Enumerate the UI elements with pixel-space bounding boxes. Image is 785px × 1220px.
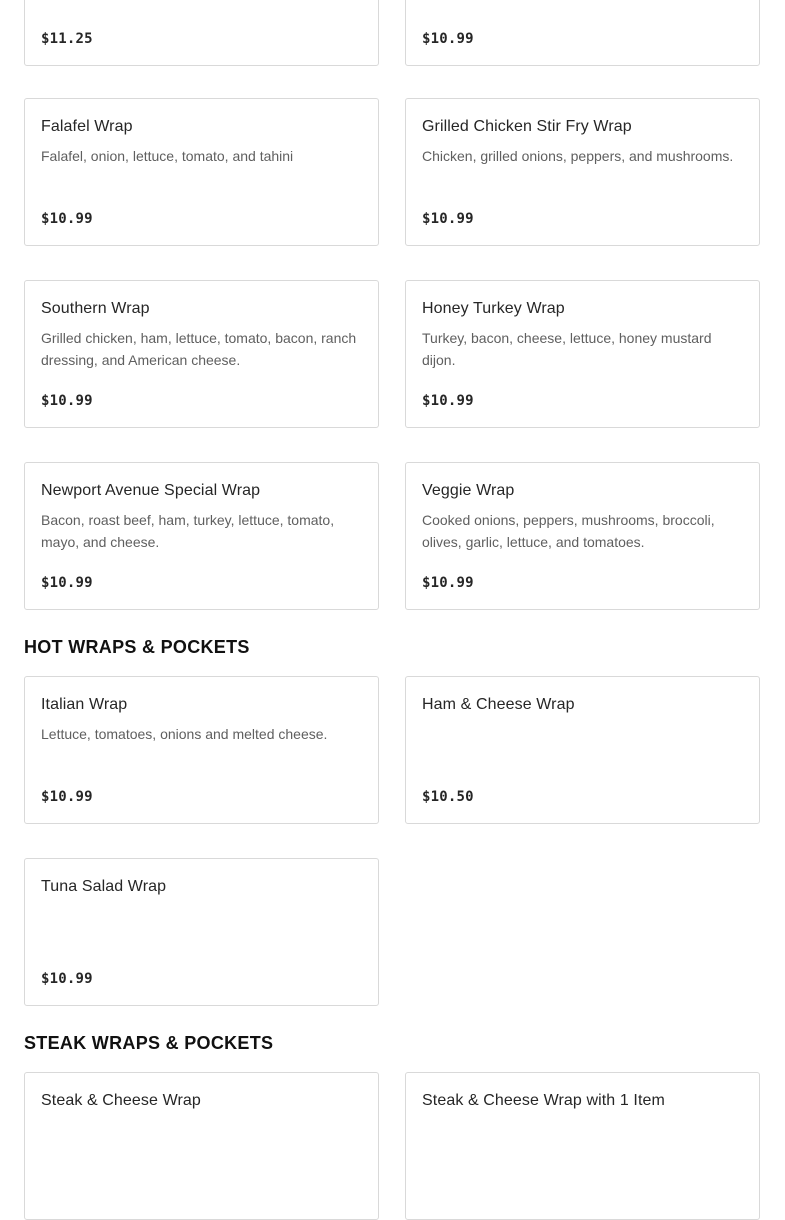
menu-item-card[interactable] [405,1072,760,1220]
item-price: $10.50 [422,789,474,805]
menu-item-card[interactable] [24,1072,379,1220]
item-name: Italian Wrap [41,696,128,713]
item-name: Ham & Cheese Wrap [422,696,575,713]
section-title-steak-wraps: STEAK WRAPS & POCKETS [24,1033,274,1053]
item-price: $10.99 [422,393,474,409]
item-description: Grilled chicken, ham, lettuce, tomato, bacon, ranch dressing, and American cheese. [41,330,357,368]
item-description: Lettuce, tomatoes, onions and melted cheese. [41,726,328,742]
item-name: Steak & Cheese Wrap [41,1092,201,1109]
menu-item-card[interactable] [405,0,760,66]
menu-item-card[interactable] [24,0,379,66]
item-price: $10.99 [422,31,474,47]
item-price: $10.99 [41,393,93,409]
item-price: $10.99 [422,575,474,591]
item-price: $10.99 [41,211,93,227]
item-name: Newport Avenue Special Wrap [41,482,261,499]
item-description: Bacon, roast beef, ham, turkey, lettuce, tomato, mayo, and cheese. [41,512,335,550]
menu-item-card[interactable] [24,858,379,1006]
item-name: Steak & Cheese Wrap with 1 Item [422,1092,665,1109]
menu-item-card[interactable] [24,462,379,610]
item-description: Turkey, bacon, cheese, lettuce, honey mustard dijon. [422,330,712,368]
item-description: Chicken, grilled onions, peppers, and mushrooms. [422,148,734,164]
item-name: Southern Wrap [41,300,150,317]
item-name: Honey Turkey Wrap [422,300,565,317]
item-name: Veggie Wrap [422,482,515,499]
item-price: $10.99 [41,789,93,805]
menu-item-card[interactable] [405,98,760,246]
menu-item-card[interactable] [24,280,379,428]
item-name: Falafel Wrap [41,118,133,135]
item-name: Tuna Salad Wrap [41,878,167,895]
item-name: Grilled Chicken Stir Fry Wrap [422,118,632,135]
item-description: Cooked onions, peppers, mushrooms, broccoli, olives, garlic, lettuce, and tomatoes. [422,512,715,550]
item-price: $11.25 [41,31,93,47]
section-title-hot-wraps: HOT WRAPS & POCKETS [24,637,250,657]
item-price: $10.99 [41,971,93,987]
menu-item-card[interactable] [405,676,760,824]
item-price: $10.99 [41,575,93,591]
menu-item-card[interactable] [405,462,760,610]
item-description: Falafel, onion, lettuce, tomato, and tahini [41,148,294,164]
menu-item-card[interactable] [24,676,379,824]
item-price: $10.99 [422,211,474,227]
menu-item-card[interactable] [405,280,760,428]
menu-item-card[interactable] [24,98,379,246]
